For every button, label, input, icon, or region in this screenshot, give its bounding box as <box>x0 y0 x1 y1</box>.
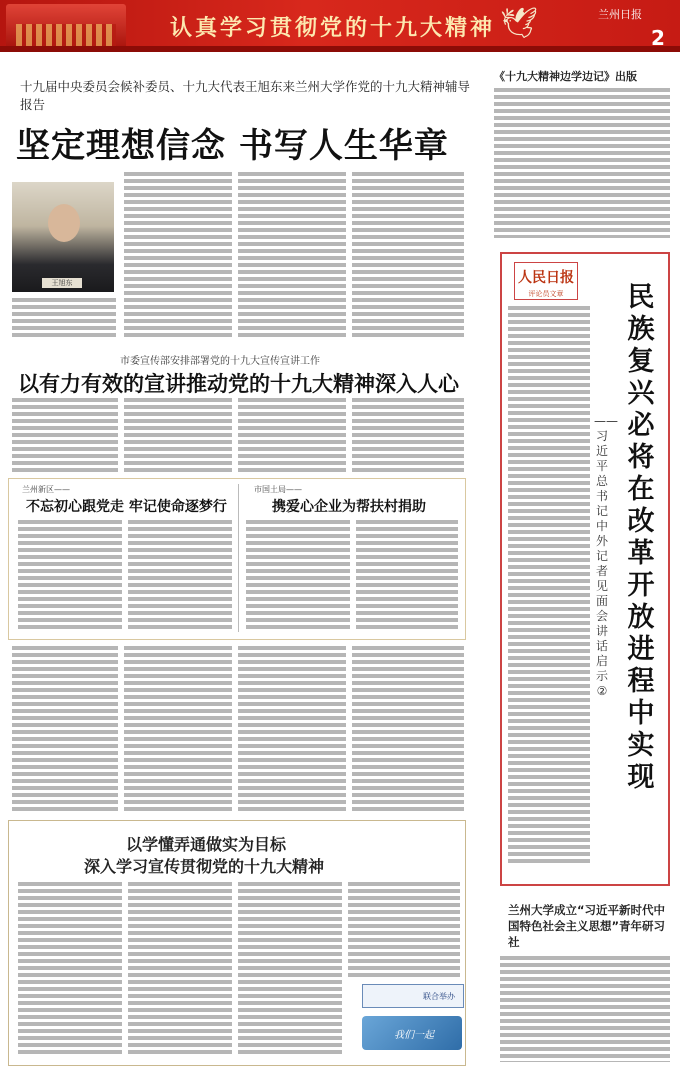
lower-body-col3 <box>238 646 346 814</box>
second-body-col2 <box>124 398 232 472</box>
box-story2-headline: 携爱心企业为帮扶村捐助 <box>272 499 426 515</box>
second-body-col1 <box>12 398 118 472</box>
lead-body-col3 <box>352 172 464 340</box>
campaign-logo <box>362 1016 462 1050</box>
peoples-daily-subtitle: 评论员文章 <box>528 290 564 298</box>
photo-caption <box>12 298 116 338</box>
box-story2-kicker: 市国土局—— <box>254 485 302 494</box>
dove-icon: 🕊 <box>500 6 539 41</box>
second-headline: 以有力有效的宣讲推动党的十九大精神深入人心 <box>18 371 459 396</box>
name-placard: 王旭东 <box>42 278 82 288</box>
peoples-daily-logo <box>514 262 578 300</box>
second-body-col4 <box>352 398 464 472</box>
commentary-subtitle: ——习近平总书记中外记者见面会讲话启示② <box>594 414 618 698</box>
lead-body-col1 <box>124 172 232 340</box>
feature-body-col1 <box>18 882 122 1056</box>
commentary-body <box>508 306 590 866</box>
box-story2-col2 <box>356 520 458 632</box>
feature-body-col2 <box>128 882 232 1056</box>
paper-name: 兰州日报 <box>598 8 642 21</box>
peoples-daily-wordmark: 人民日报 <box>518 270 574 286</box>
right-bottom-body <box>500 956 670 1062</box>
box-story1-col2 <box>128 520 232 632</box>
lower-body-col2 <box>124 646 232 814</box>
second-kicker: 市委宣传部安排部署党的十九大宣传宣讲工作 <box>120 356 320 367</box>
feature-body-col3 <box>238 882 342 1056</box>
page-banner <box>0 0 680 52</box>
banner-title: 认真学习贯彻党的十九大精神 <box>170 15 496 41</box>
page-number: 2 <box>651 26 665 50</box>
right-top-body <box>494 88 670 238</box>
right-top-headline: 《十九大精神边学边记》出版 <box>494 70 637 83</box>
banner-divider <box>0 46 680 52</box>
box-divider <box>238 484 239 632</box>
coop-badge <box>362 984 464 1008</box>
lead-headline: 坚定理想信念 书写人生华章 <box>16 126 449 166</box>
coop-label: 联合举办 <box>423 992 455 1001</box>
lower-body-col4 <box>352 646 464 814</box>
tiananmen-illustration <box>6 4 126 50</box>
box-story1-kicker: 兰州新区—— <box>22 485 70 494</box>
feature-headline-line1: 以学懂弄通做实为目标 <box>126 835 287 854</box>
lead-kicker: 十九届中央委员会候补委员、十九大代表王旭东来兰州大学作党的十九大精神辅导报告 <box>20 79 471 112</box>
feature-body-col4 <box>348 882 460 978</box>
lower-body-col1 <box>12 646 118 814</box>
lead-body-col2 <box>238 172 346 340</box>
box-story1-col1 <box>18 520 122 632</box>
feature-headline-line2: 深入学习宣传贯彻党的十九大精神 <box>84 857 325 876</box>
commentary-title: 民族复兴必将在改革开放进程中实现 <box>627 282 655 793</box>
speaker-photo <box>12 182 114 292</box>
second-body-col3 <box>238 398 346 472</box>
right-bottom-headline: 兰州大学成立“习近平新时代中国特色社会主义思想”青年研习社 <box>508 903 666 949</box>
box-story1-headline: 不忘初心跟党走 牢记使命逐梦行 <box>26 499 227 515</box>
speaker-face <box>48 204 80 242</box>
box-story2-col1 <box>246 520 350 632</box>
campaign-logo-text: 我们一起 <box>394 1030 434 1041</box>
